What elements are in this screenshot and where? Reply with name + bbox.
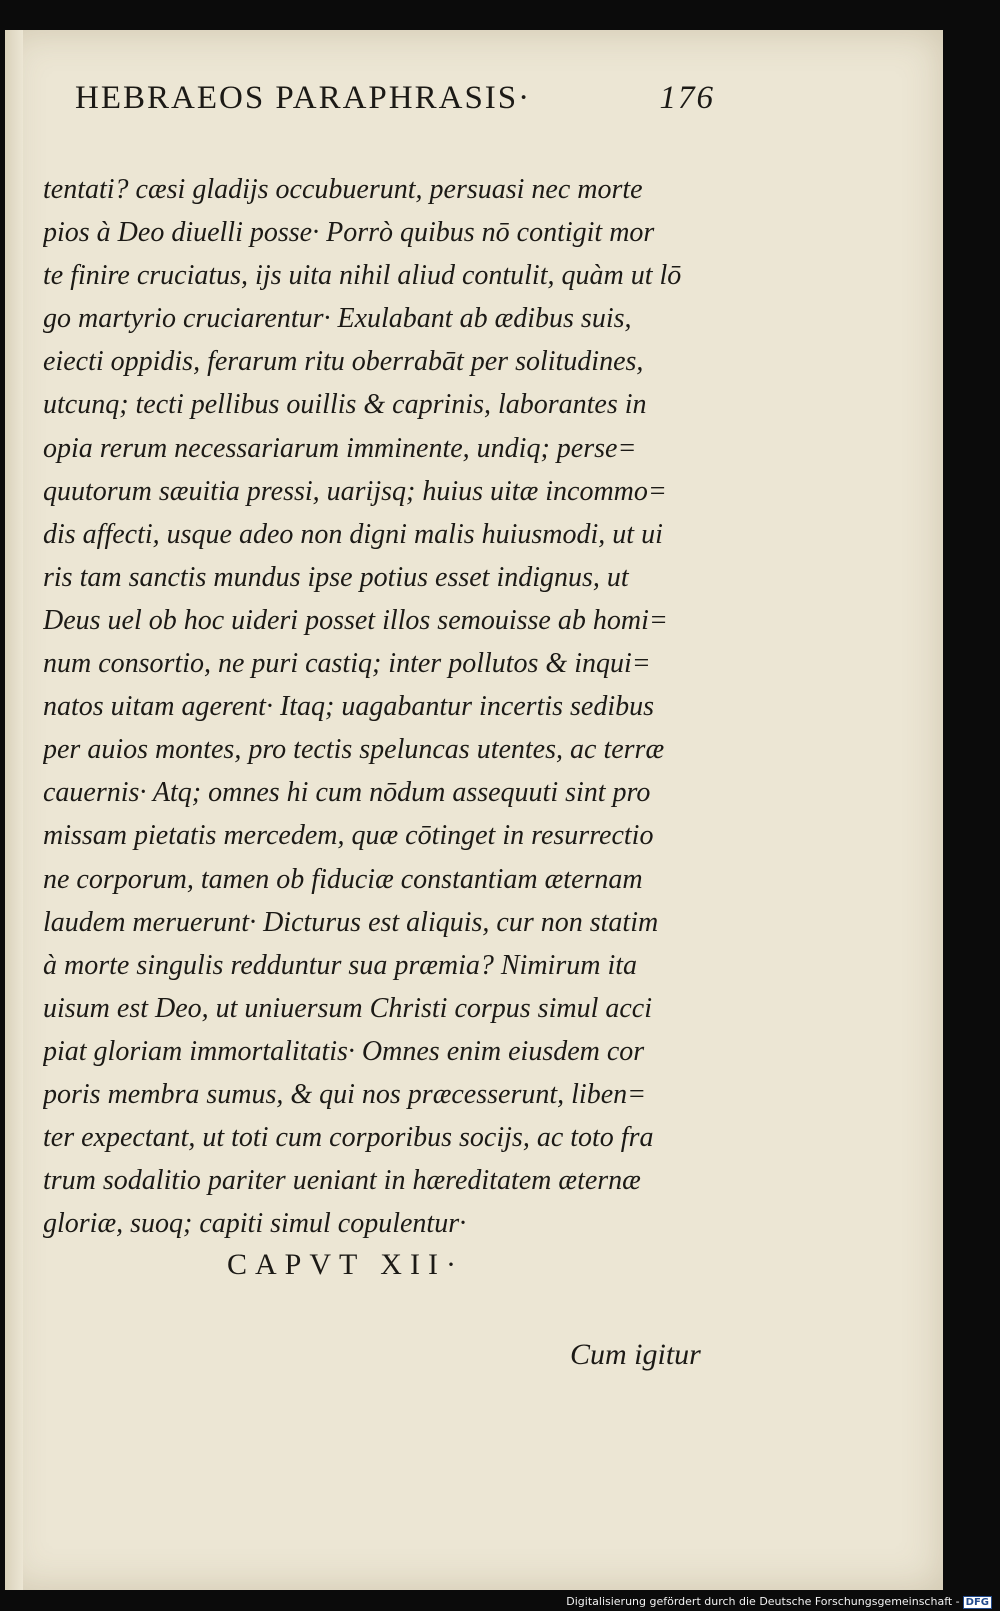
- text-line: à morte singulis redduntur sua præmia? Nimirum ita: [43, 949, 638, 981]
- text-line: opia rerum necessariarum imminente, undiq; perse=: [43, 432, 637, 464]
- book-page: [5, 30, 943, 1590]
- running-header: [75, 80, 715, 124]
- text-line: go martyrio cruciarentur· Exulabant ab ædibus suis,: [43, 303, 632, 335]
- text-line: laudem meruerunt· Dicturus est aliquis, cur non statim: [43, 906, 659, 938]
- text-line: eiecti oppidis, ferarum ritu oberrabāt per solitudines,: [43, 346, 644, 378]
- text-line: missam pietatis mercedem, quæ cōtinget in resurrectio: [43, 820, 654, 852]
- text-line: dis affecti, usque adeo non digni malis huiusmodi, ut ui: [43, 518, 663, 550]
- text-line: cauernis· Atq; omnes hi cum nōdum assequuti sint pro: [43, 777, 651, 809]
- text-line: natos uitam agerent· Itaq; uagabantur incertis sedibus: [43, 691, 655, 723]
- credit-text: Digitalisierung gefördert durch die Deutsche Forschungsgemeinschaft -: [566, 1595, 960, 1608]
- page-number: 176: [659, 80, 715, 116]
- text-line: trum sodalitio pariter ueniant in hæreditatem æternæ: [43, 1165, 641, 1197]
- text-line: Deus uel ob hoc uideri posset illos semouisse ab homi=: [43, 604, 668, 636]
- text-line: te finire cruciatus, ijs uita nihil aliud contulit, quàm ut lō: [43, 260, 682, 292]
- text-line: poris membra sumus, & qui nos præcesserunt, liben=: [43, 1078, 647, 1110]
- catchword: Cum igitur: [570, 1338, 701, 1371]
- text-line: num consortio, ne puri castiq; inter pollutos & inqui=: [43, 648, 651, 680]
- text-line: ris tam sanctis mundus ipse potius esset indignus, ut: [43, 561, 629, 593]
- body-text: [43, 168, 713, 1245]
- text-line: utcunq; tecti pellibus ouillis & caprinis, laborantes in: [43, 389, 647, 421]
- text-line: ter expectant, ut toti cum corporibus socijs, ac toto fra: [43, 1122, 654, 1154]
- text-line: piat gloriam immortalitatis· Omnes enim eiusdem cor: [43, 1035, 645, 1067]
- text-line: pios à Deo diuelli posse· Porrò quibus nō contigit mor: [43, 217, 655, 249]
- text-line: gloriæ, suoq; capiti simul copulentur·: [43, 1208, 467, 1240]
- text-line: tentati? cæsi gladijs occubuerunt, persuasi nec morte: [43, 174, 643, 205]
- running-title: HEBRAEOS PARAPHRASIS·: [75, 80, 532, 116]
- text-line: per auios montes, pro tectis speluncas utentes, ac terræ: [43, 734, 665, 766]
- chapter-heading: CAPVT XII·: [227, 1248, 464, 1281]
- text-line: quutorum sæuitia pressi, uarijsq; huius uitæ incommo=: [43, 475, 667, 507]
- text-line: ne corporum, tamen ob fiduciæ constantiam æternam: [43, 863, 643, 895]
- page-gutter-shadow: [5, 30, 23, 1590]
- dfg-logo: DFG: [963, 1596, 992, 1609]
- text-line: uisum est Deo, ut uniuersum Christi corpus simul acci: [43, 992, 652, 1024]
- digitization-credit: [566, 1595, 992, 1609]
